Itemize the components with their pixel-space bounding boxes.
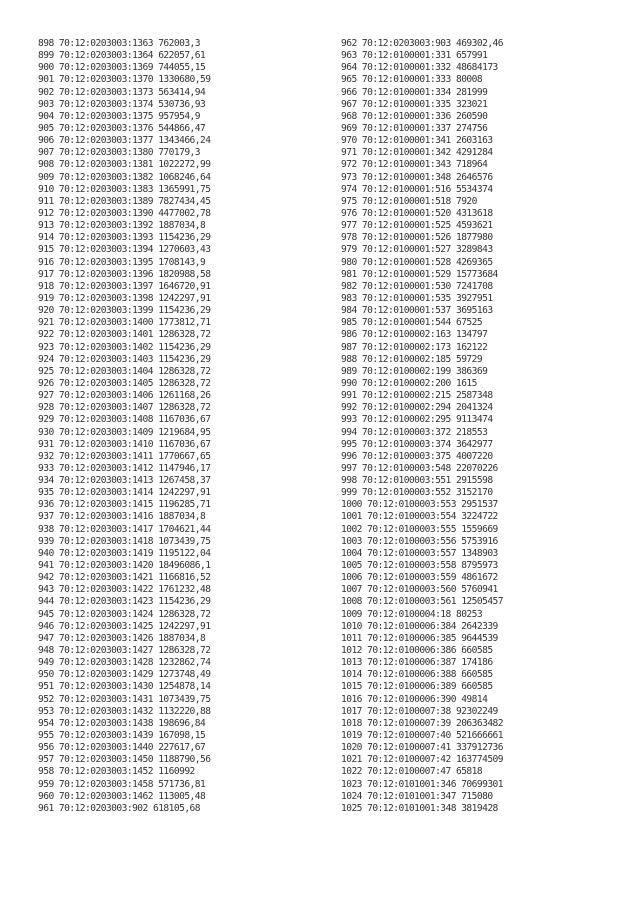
list-item: 994 70:12:0100003:372 218553 (341, 426, 488, 438)
list-item: 943 70:12:0203003:1422 1761232,48 (38, 584, 211, 596)
list-item: 953 70:12:0203003:1432 1132220,88 (38, 705, 211, 717)
list-item: 995 70:12:0100003:374 3642977 (341, 438, 493, 450)
list-item: 916 70:12:0203003:1395 1708143,9 (38, 256, 206, 268)
list-item: 958 70:12:0203003:1452 1160992 (38, 766, 195, 778)
list-item: 991 70:12:0100002:215 2587348 (341, 390, 493, 402)
list-item: 1025 70:12:0101001:348 3819428 (341, 802, 498, 814)
list-item: 905 70:12:0203003:1376 544866,47 (38, 122, 206, 134)
list-item: 1004 70:12:0100003:557 1348903 (341, 547, 498, 559)
list-item: 966 70:12:0100001:334 281999 (341, 86, 488, 98)
list-item: 989 70:12:0100002:199 386369 (341, 365, 488, 377)
list-item: 1001 70:12:0100003:554 3224722 (341, 511, 498, 523)
list-item: 955 70:12:0203003:1439 167098,15 (38, 730, 206, 742)
list-item: 917 70:12:0203003:1396 1820988,58 (38, 268, 211, 280)
list-item: 975 70:12:0100001:518 7920 (341, 195, 477, 207)
list-item: 927 70:12:0203003:1406 1261168,26 (38, 390, 211, 402)
list-item: 1006 70:12:0100003:559 4861672 (341, 572, 498, 584)
list-item: 996 70:12:0100003:375 4007220 (341, 450, 493, 462)
list-item: 942 70:12:0203003:1421 1166816,52 (38, 572, 211, 584)
list-item: 950 70:12:0203003:1429 1273748,49 (38, 669, 211, 681)
list-item: 946 70:12:0203003:1425 1242297,91 (38, 620, 211, 632)
list-item: 949 70:12:0203003:1428 1232862,74 (38, 657, 211, 669)
list-item: 967 70:12:0100001:335 323021 (341, 98, 488, 110)
list-item: 910 70:12:0203003:1383 1365991,75 (38, 183, 211, 195)
list-item: 971 70:12:0100001:342 4291284 (341, 147, 493, 159)
list-item: 932 70:12:0203003:1411 1770667,65 (38, 450, 211, 462)
list-item: 960 70:12:0203003:1462 113005,48 (38, 790, 206, 802)
list-item: 928 70:12:0203003:1407 1286328,72 (38, 402, 211, 414)
list-item: 990 70:12:0100002:200 1615 (341, 377, 477, 389)
list-item: 1010 70:12:0100006:384 2642339 (341, 620, 498, 632)
list-item: 984 70:12:0100001:537 3695163 (341, 305, 493, 317)
list-item: 924 70:12:0203003:1403 1154236,29 (38, 353, 211, 365)
list-item: 965 70:12:0100001:333 80008 (341, 74, 483, 86)
list-item: 1013 70:12:0100006:387 174186 (341, 657, 493, 669)
list-item: 920 70:12:0203003:1399 1154236,29 (38, 305, 211, 317)
list-item: 939 70:12:0203003:1418 1073439,75 (38, 535, 211, 547)
list-item: 1011 70:12:0100006:385 9644539 (341, 632, 498, 644)
list-item: 957 70:12:0203003:1450 1188790,56 (38, 754, 211, 766)
list-item: 1017 70:12:0100007:38 92302249 (341, 705, 498, 717)
list-item: 941 70:12:0203003:1420 18496086,1 (38, 560, 211, 572)
list-item: 947 70:12:0203003:1426 1887034,8 (38, 632, 206, 644)
list-item: 904 70:12:0203003:1375 957954,9 (38, 110, 201, 122)
list-item: 1000 70:12:0100003:553 2951537 (341, 499, 498, 511)
right-column-list (341, 38, 503, 815)
list-item: 951 70:12:0203003:1430 1254878,14 (38, 681, 211, 693)
list-item: 1007 70:12:0100003:560 5760941 (341, 584, 498, 596)
list-item: 1008 70:12:0100003:561 12505457 (341, 596, 504, 608)
list-item: 969 70:12:0100001:337 274756 (341, 122, 488, 134)
list-item: 921 70:12:0203003:1400 1773812,71 (38, 317, 211, 329)
list-item: 912 70:12:0203003:1390 4477002,78 (38, 207, 211, 219)
list-item: 908 70:12:0203003:1381 1022272,99 (38, 159, 211, 171)
list-item: 956 70:12:0203003:1440 227617,67 (38, 742, 206, 754)
list-item: 1002 70:12:0100003:555 1559669 (341, 523, 498, 535)
list-item: 935 70:12:0203003:1414 1242297,91 (38, 487, 211, 499)
list-item: 999 70:12:0100003:552 3152170 (341, 487, 493, 499)
list-item: 987 70:12:0100002:173 162122 (341, 341, 488, 353)
list-item: 918 70:12:0203003:1397 1646720,91 (38, 280, 211, 292)
list-item: 911 70:12:0203003:1389 7827434,45 (38, 195, 211, 207)
list-item: 992 70:12:0100002:294 2041324 (341, 402, 493, 414)
list-item: 1009 70:12:0100004:18 80253 (341, 608, 483, 620)
list-item: 923 70:12:0203003:1402 1154236,29 (38, 341, 211, 353)
list-item: 988 70:12:0100002:185 59729 (341, 353, 483, 365)
list-item: 915 70:12:0203003:1394 1270603,43 (38, 244, 211, 256)
list-item: 1019 70:12:0100007:40 521666661 (341, 730, 504, 742)
list-item: 925 70:12:0203003:1404 1286328,72 (38, 365, 211, 377)
list-item: 973 70:12:0100001:348 2646576 (341, 171, 493, 183)
list-item: 977 70:12:0100001:525 4593621 (341, 220, 493, 232)
list-item: 922 70:12:0203003:1401 1286328,72 (38, 329, 211, 341)
list-item: 929 70:12:0203003:1408 1167036,67 (38, 414, 211, 426)
list-item: 945 70:12:0203003:1424 1286328,72 (38, 608, 211, 620)
list-item: 983 70:12:0100001:535 3927951 (341, 292, 493, 304)
list-item: 954 70:12:0203003:1438 198696,84 (38, 717, 206, 729)
list-item: 970 70:12:0100001:341 2603163 (341, 135, 493, 147)
list-item: 968 70:12:0100001:336 260590 (341, 110, 488, 122)
list-item: 903 70:12:0203003:1374 530736,93 (38, 98, 206, 110)
list-item: 972 70:12:0100001:343 718964 (341, 159, 488, 171)
list-item: 1015 70:12:0100006:389 660585 (341, 681, 493, 693)
list-item: 901 70:12:0203003:1370 1330680,59 (38, 74, 211, 86)
list-item: 986 70:12:0100002:163 134797 (341, 329, 488, 341)
list-item: 914 70:12:0203003:1393 1154236,29 (38, 232, 211, 244)
list-item: 993 70:12:0100002:295 9113474 (341, 414, 493, 426)
list-item: 938 70:12:0203003:1417 1704621,44 (38, 523, 211, 535)
list-item: 902 70:12:0203003:1373 563414,94 (38, 86, 206, 98)
list-item: 961 70:12:0203003:902 618105,68 (38, 802, 201, 814)
list-item: 1020 70:12:0100007:41 337912736 (341, 742, 504, 754)
list-item: 998 70:12:0100003:551 2915598 (341, 475, 493, 487)
list-item: 898 70:12:0203003:1363 762003,3 (38, 38, 201, 49)
list-item: 899 70:12:0203003:1364 622057,61 (38, 50, 206, 62)
list-item: 934 70:12:0203003:1413 1267458,37 (38, 475, 211, 487)
list-item: 931 70:12:0203003:1410 1167036,67 (38, 438, 211, 450)
list-item: 936 70:12:0203003:1415 1196285,71 (38, 499, 211, 511)
list-item: 940 70:12:0203003:1419 1195122,04 (38, 547, 211, 559)
list-item: 981 70:12:0100001:529 15773684 (341, 268, 498, 280)
list-item: 976 70:12:0100001:520 4313618 (341, 207, 493, 219)
list-item: 980 70:12:0100001:528 4269365 (341, 256, 493, 268)
list-item: 1018 70:12:0100007:39 206363482 (341, 717, 504, 729)
list-item: 974 70:12:0100001:516 5534374 (341, 183, 493, 195)
list-item: 906 70:12:0203003:1377 1343466,24 (38, 135, 211, 147)
list-item: 985 70:12:0100001:544 67525 (341, 317, 483, 329)
list-item: 1014 70:12:0100006:388 660585 (341, 669, 493, 681)
list-item: 1016 70:12:0100006:390 49814 (341, 693, 488, 705)
list-item: 959 70:12:0203003:1458 571736,81 (38, 778, 206, 790)
list-item: 1005 70:12:0100003:558 8795973 (341, 560, 498, 572)
list-item: 930 70:12:0203003:1409 1219684,95 (38, 426, 211, 438)
list-item: 919 70:12:0203003:1398 1242297,91 (38, 292, 211, 304)
list-item: 979 70:12:0100001:527 3289843 (341, 244, 493, 256)
list-item: 1012 70:12:0100006:386 660585 (341, 645, 493, 657)
list-item: 937 70:12:0203003:1416 1887034,8 (38, 511, 206, 523)
list-item: 964 70:12:0100001:332 48684173 (341, 62, 498, 74)
list-item: 1021 70:12:0100007:42 163774509 (341, 754, 504, 766)
list-item: 913 70:12:0203003:1392 1887034,8 (38, 220, 206, 232)
list-item: 909 70:12:0203003:1382 1068246,64 (38, 171, 211, 183)
list-item: 933 70:12:0203003:1412 1147946,17 (38, 462, 211, 474)
list-item: 978 70:12:0100001:526 1877980 (341, 232, 493, 244)
list-item: 926 70:12:0203003:1405 1286328,72 (38, 377, 211, 389)
list-item: 907 70:12:0203003:1380 770179,3 (38, 147, 201, 159)
list-item: 997 70:12:0100003:548 22070226 (341, 462, 498, 474)
list-item: 962 70:12:0203003:903 469302,46 (341, 38, 504, 49)
list-item: 1022 70:12:0100007:47 65818 (341, 766, 483, 778)
list-item: 900 70:12:0203003:1369 744055,15 (38, 62, 206, 74)
list-item: 944 70:12:0203003:1423 1154236,29 (38, 596, 211, 608)
list-item: 952 70:12:0203003:1431 1073439,75 (38, 693, 211, 705)
list-item: 948 70:12:0203003:1427 1286328,72 (38, 645, 211, 657)
list-item: 1024 70:12:0101001:347 715080 (341, 790, 493, 802)
list-item: 1023 70:12:0101001:346 70699301 (341, 778, 504, 790)
left-column-list (38, 38, 210, 815)
list-item: 963 70:12:0100001:331 657991 (341, 50, 488, 62)
list-item: 982 70:12:0100001:530 7241708 (341, 280, 493, 292)
list-item: 1003 70:12:0100003:556 5753916 (341, 535, 498, 547)
